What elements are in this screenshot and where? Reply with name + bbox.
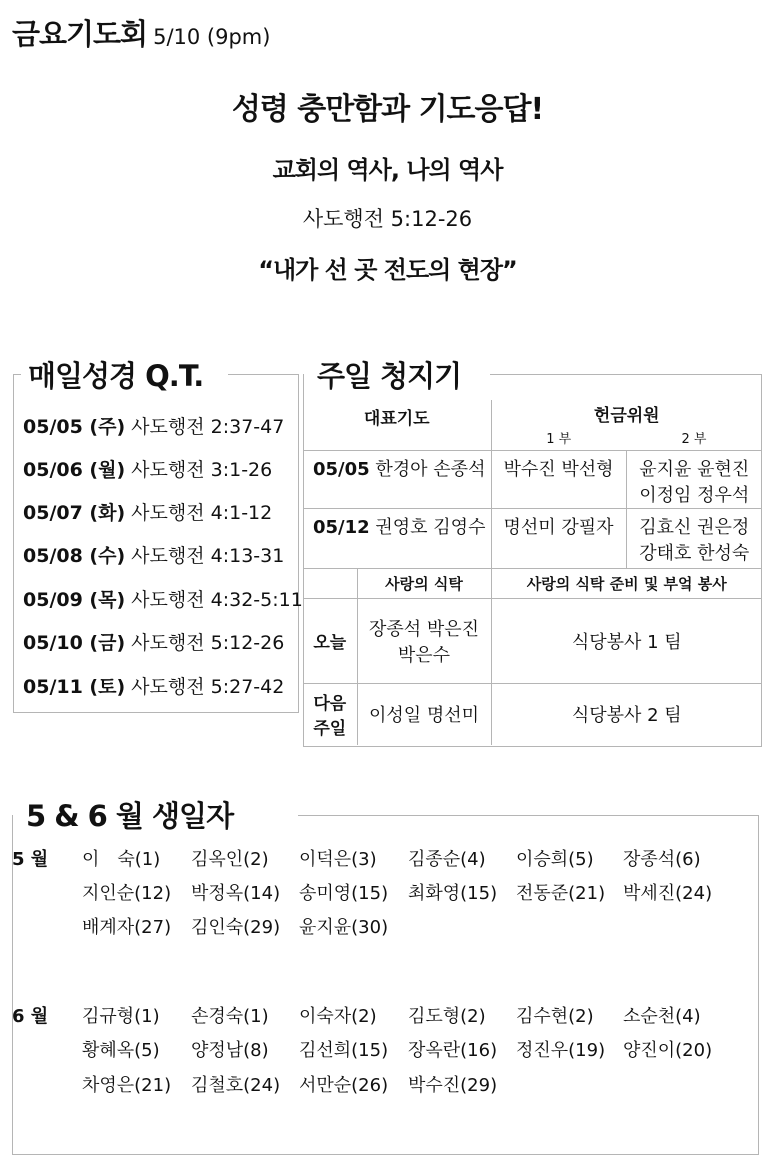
page-title: 금요기도회: [12, 17, 148, 51]
birthday-name: 양정남(8): [191, 1040, 269, 1061]
sermon-quote: “내가 선 곳 전도의 현장”: [258, 256, 517, 284]
qt-ref: 사도행전 4:32-5:11: [131, 589, 303, 611]
usher-title: 주일 청지기: [313, 354, 465, 395]
birthday-name: 양진이(20): [623, 1040, 713, 1061]
part2-line: 윤지윤 윤현진: [639, 458, 750, 480]
june-label: 6 월: [12, 1006, 49, 1027]
birthday-name: 송미영(15): [299, 883, 389, 904]
usher-table: [303, 400, 762, 745]
today-label: 오늘: [303, 598, 357, 683]
qt-date: 05/05 (주): [23, 416, 126, 438]
birthday-name: 김종순(4): [408, 849, 486, 870]
qt-ref: 사도행전 3:1-26: [131, 459, 273, 481]
birthday-name: 최화영(15): [408, 883, 498, 904]
birthday-name: 차영은(21): [82, 1075, 172, 1096]
birthday-name: 이덕은(3): [299, 849, 377, 870]
qt-row: [23, 455, 272, 482]
birthday-name: 손경숙(1): [191, 1006, 269, 1027]
birthday-name: 김도형(2): [408, 1006, 486, 1027]
may-label: 5 월: [12, 849, 49, 870]
page-header: [12, 12, 270, 53]
qt-ref: 사도행전 2:37-47: [131, 416, 285, 438]
qt-ref: 사도행전 5:27-42: [131, 676, 285, 698]
service-date: 5/10 (9pm): [153, 25, 271, 49]
birthday-name: 이 숙(1): [82, 849, 161, 870]
birthday-name: 김선희(15): [299, 1040, 389, 1061]
part2-cell: [626, 450, 762, 508]
blank-cell: [303, 568, 357, 598]
birthday-name: 소순천(4): [623, 1006, 701, 1027]
birthday-name: 이숙자(2): [299, 1006, 377, 1027]
qt-date: 05/09 (목): [23, 589, 126, 611]
birthday-name: 지인순(12): [82, 883, 172, 904]
usher-date: 05/05: [313, 458, 370, 480]
part2-line: 이정임 정우석: [639, 484, 750, 506]
sermon-subtitle: 교회의 역사, 나의 역사: [272, 156, 503, 184]
qt-box-top-left: [13, 374, 21, 375]
birthday-name: 김철호(24): [191, 1075, 281, 1096]
part1-cell: 명선미 강필자: [491, 508, 626, 568]
prayer-cell: [303, 508, 491, 568]
part1-header: 1 부: [491, 426, 626, 450]
qt-date: 05/11 (토): [23, 676, 126, 698]
qt-row: [23, 412, 284, 439]
today-service: 식당봉사 1 팀: [491, 598, 762, 683]
meal-header: 사랑의 식탁: [357, 568, 491, 598]
birthday-name: 이승희(5): [516, 849, 594, 870]
qt-date: 05/07 (화): [23, 502, 126, 524]
next-label-line: 다음: [313, 694, 347, 715]
birthday-name: 김수현(2): [516, 1006, 594, 1027]
prayer-cell: [303, 450, 491, 508]
qt-row: [23, 628, 284, 655]
part2-line: 강태호 한성숙: [639, 542, 750, 564]
sermon-title: 성령 충만함과 기도응답!: [231, 92, 544, 127]
birthday-name: 박세진(24): [623, 883, 713, 904]
birthday-name: 전동준(21): [516, 883, 606, 904]
offering-header: 헌금위원: [491, 400, 762, 426]
birthday-name: 김인숙(29): [191, 917, 281, 938]
next-meal: 이성일 명선미: [357, 683, 491, 745]
part1-cell: 박수진 박선형: [491, 450, 626, 508]
qt-ref: 사도행전 4:1-12: [131, 502, 273, 524]
service-header: 사랑의 식탁 준비 및 부엌 봉사: [491, 568, 762, 598]
birthday-title: 5 & 6 월 생일자: [22, 794, 237, 835]
birthday-name: 황혜옥(5): [82, 1040, 160, 1061]
qt-row: [23, 585, 303, 612]
qt-date: 05/10 (금): [23, 632, 126, 654]
prayer-header: 대표기도: [303, 400, 491, 450]
birthday-name: 박정옥(14): [191, 883, 281, 904]
prayer-names: 권영호 김영수: [375, 516, 486, 538]
part2-header: 2 부: [626, 426, 762, 450]
next-label-line: 주일: [313, 719, 347, 740]
birthday-name: 윤지윤(30): [299, 917, 389, 938]
birthday-name: 장종석(6): [623, 849, 701, 870]
birthday-name: 장옥란(16): [408, 1040, 498, 1061]
birthday-name: 서만순(26): [299, 1075, 389, 1096]
part2-cell: [626, 508, 762, 568]
birthday-name: 박수진(29): [408, 1075, 498, 1096]
meal-line: 장종석 박은진: [368, 618, 480, 640]
sermon-scripture: 사도행전 5:12-26: [302, 207, 473, 231]
qt-date: 05/08 (수): [23, 545, 126, 567]
birthday-name: 배계자(27): [82, 917, 172, 938]
usher-date: 05/12: [313, 516, 370, 538]
today-meal: [357, 598, 491, 683]
qt-ref: 사도행전 4:13-31: [131, 545, 285, 567]
next-label: [303, 683, 357, 745]
qt-date: 05/06 (월): [23, 459, 126, 481]
qt-title: 매일성경 Q.T.: [24, 354, 207, 395]
qt-row: [23, 541, 284, 568]
usher-box-top: [490, 374, 762, 375]
qt-row: [23, 498, 272, 525]
birthday-box-top: [298, 815, 759, 816]
birthday-name: 김규형(1): [82, 1006, 160, 1027]
birthday-name: 정진우(19): [516, 1040, 606, 1061]
qt-ref: 사도행전 5:12-26: [131, 632, 285, 654]
meal-line: 박은수: [397, 644, 451, 666]
qt-row: [23, 672, 284, 699]
prayer-names: 한경아 손종석: [375, 458, 486, 480]
birthday-name: 김옥인(2): [191, 849, 269, 870]
qt-box-top-right: [228, 374, 299, 375]
part2-line: 김효신 권은정: [639, 516, 750, 538]
next-service: 식당봉사 2 팀: [491, 683, 762, 745]
